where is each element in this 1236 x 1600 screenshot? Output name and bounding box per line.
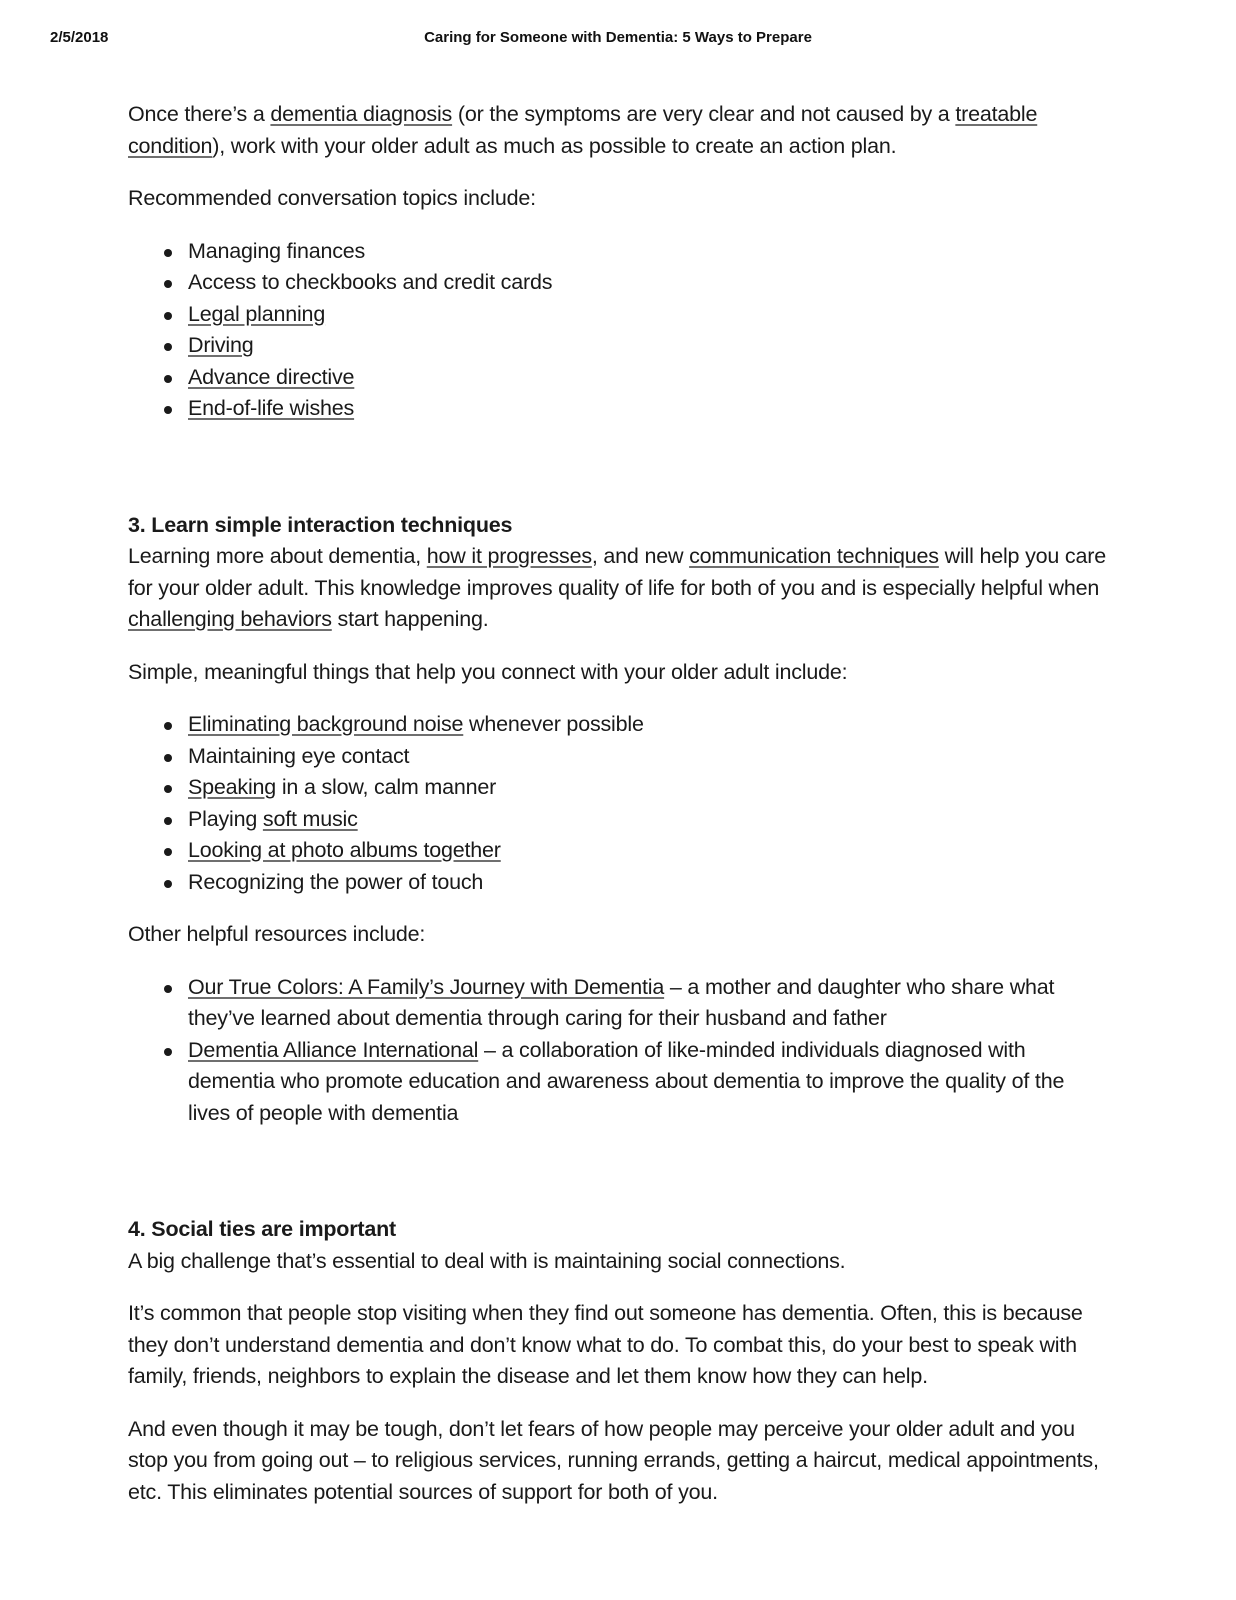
link-our-true-colors[interactable]: Our True Colors: A Family’s Journey with Dementia bbox=[188, 974, 665, 999]
list-item: Access to checkbooks and credit cards bbox=[188, 267, 1108, 299]
section-4-paragraph-3: And even though it may be tough, don’t let fears of how people may perceive your older adult and you stop you from going out – to religious services, running errands, getting a haircut, medical appointments, etc. This eliminates potential sources of support for both of you. bbox=[128, 1416, 1099, 1504]
list-item: Maintaining eye contact bbox=[188, 741, 1108, 773]
section-3-paragraph: Learning more about dementia, how it progresses, and new communication techniques will help you care for your older adult. This knowledge improves quality of life for both of you and is especially helpful when challenging behaviors start happening. bbox=[128, 544, 1106, 631]
intro-paragraph: Once there’s a dementia diagnosis (or the symptoms are very clear and not caused by a treatable condition), work with your older adult as much as possible to create an action plan. bbox=[128, 102, 1038, 158]
list-item: Eliminating background noise whenever possible bbox=[188, 709, 1108, 741]
link-driving[interactable]: Driving bbox=[188, 333, 254, 357]
link-how-it-progresses[interactable]: how it progresses bbox=[426, 544, 592, 568]
link-speaking[interactable]: Speaking bbox=[188, 775, 277, 799]
topics-intro: Recommended conversation topics include: bbox=[128, 186, 536, 210]
topics-list bbox=[128, 236, 1108, 425]
resources-list bbox=[128, 972, 1108, 1130]
print-date: 2/5/2018 bbox=[50, 29, 109, 46]
link-challenging-behaviors[interactable]: challenging behaviors bbox=[128, 607, 332, 631]
resources-intro: Other helpful resources include: bbox=[128, 922, 426, 946]
link-soft-music[interactable]: soft music bbox=[262, 806, 358, 831]
connect-list bbox=[128, 709, 1108, 898]
list-item: Playing soft music bbox=[188, 804, 1108, 836]
section-spacer bbox=[128, 1150, 1108, 1214]
print-title: Caring for Someone with Dementia: 5 Ways to Prepare bbox=[424, 29, 812, 46]
print-header bbox=[50, 29, 1186, 51]
section-3-heading: 3. Learn simple interaction techniques bbox=[128, 512, 513, 537]
link-dementia-alliance-international[interactable]: Dementia Alliance International bbox=[188, 1037, 479, 1062]
list-item: Our True Colors: A Family’s Journey with Dementia – a mother and daughter who share what they’ve learned about dementia through caring for their husband and father bbox=[188, 972, 1108, 1035]
list-item: Managing finances bbox=[188, 236, 1108, 268]
list-item bbox=[188, 330, 1108, 362]
link-dementia-diagnosis[interactable]: dementia diagnosis bbox=[270, 102, 453, 126]
section-spacer bbox=[128, 446, 1108, 510]
section-4-paragraph-2: It’s common that people stop visiting when they find out someone has dementia. Often, this is because they don’t understand dementia and don’t know what to do. To combat this, do your best to speak with family, friends, neighbors to explain the disease and let them know how they can help. bbox=[128, 1301, 1083, 1388]
link-eliminating-background-noise[interactable]: Eliminating background noise bbox=[188, 712, 464, 736]
list-item bbox=[188, 362, 1108, 394]
link-communication-techniques[interactable]: communication techniques bbox=[689, 544, 939, 568]
article-body bbox=[128, 99, 1108, 1529]
list-item bbox=[188, 835, 1108, 867]
link-end-of-life-wishes[interactable]: End-of-life wishes bbox=[188, 396, 355, 420]
link-legal-planning[interactable]: Legal planning bbox=[188, 301, 326, 326]
list-item bbox=[188, 393, 1108, 425]
list-item bbox=[188, 299, 1108, 331]
link-treatable-condition[interactable]: treatable condition bbox=[128, 102, 1038, 158]
connect-intro: Simple, meaningful things that help you connect with your older adult include: bbox=[128, 659, 848, 684]
section-4-paragraph-1: A big challenge that’s essential to deal with is maintaining social connections. bbox=[128, 1248, 846, 1273]
list-item: Speaking in a slow, calm manner bbox=[188, 772, 1108, 804]
link-advance-directive[interactable]: Advance directive bbox=[188, 364, 355, 389]
list-item: Recognizing the power of touch bbox=[188, 867, 1108, 899]
list-item: Dementia Alliance International – a collaboration of like-minded individuals diagnosed with dementia who promote education and awareness about dementia to improve the quality of the lives of people with dementia bbox=[188, 1035, 1108, 1130]
section-4-heading: 4. Social ties are important bbox=[128, 1217, 397, 1241]
link-photo-albums[interactable]: Looking at photo albums together bbox=[188, 838, 501, 862]
